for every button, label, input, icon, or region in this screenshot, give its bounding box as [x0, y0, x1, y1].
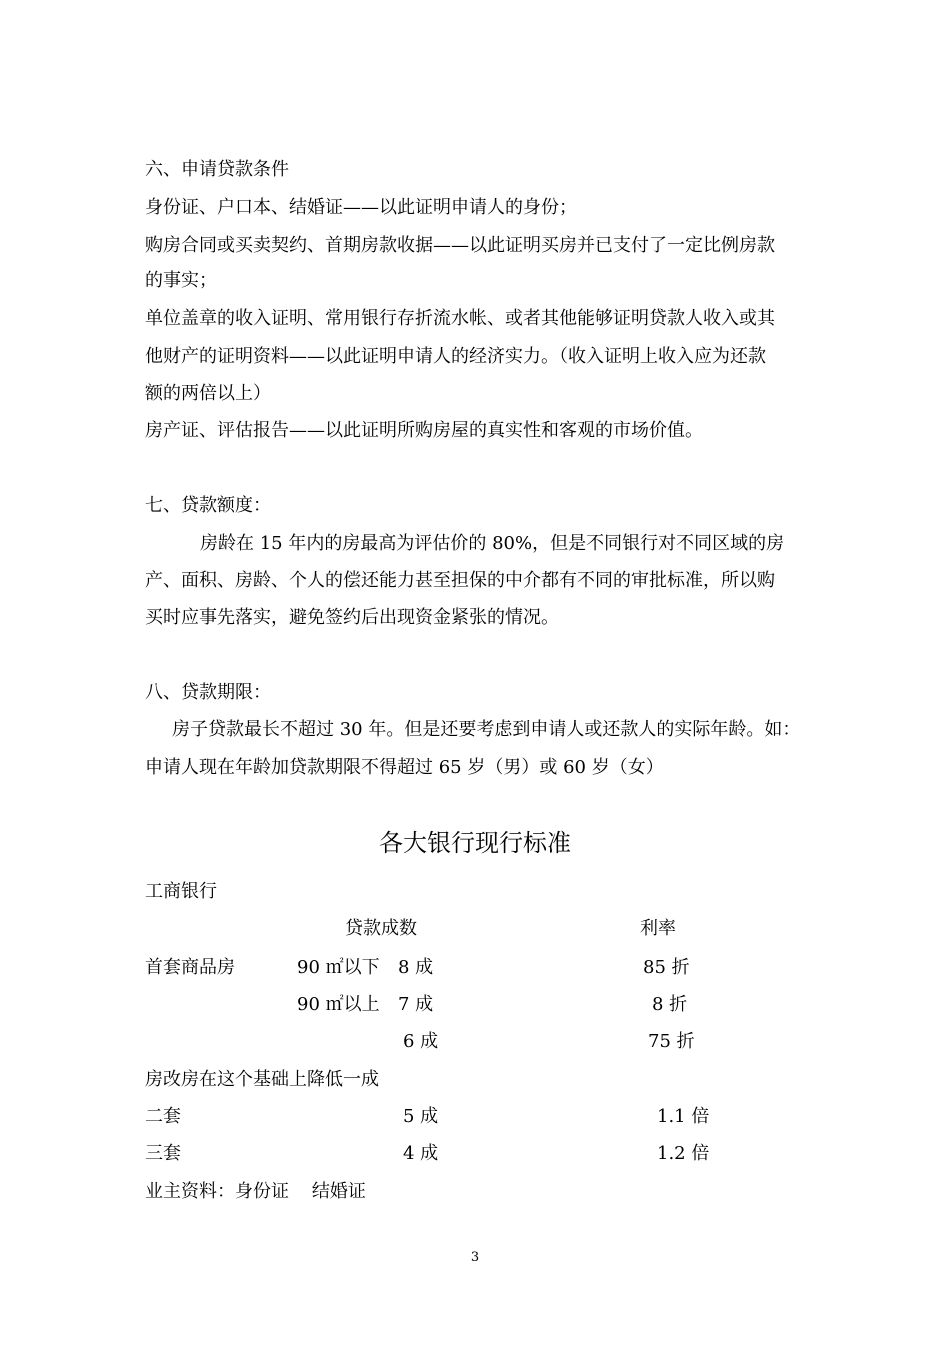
section-6-line-3: 的事实；: [145, 270, 217, 291]
row-1-area: 90 ㎡以下: [297, 957, 380, 978]
section-6-heading: 六、申请贷款条件: [145, 159, 289, 180]
column-header-rate: 利率: [640, 918, 676, 939]
section-6-line-5: 他财产的证明资料——以此证明申请人的经济实力。（收入证明上收入应为还款: [145, 346, 766, 367]
section-8-line-1: 房子贷款最长不超过 30 年。但是还要考虑到申请人或还款人的实际年龄。如：: [172, 719, 801, 740]
row-1-rate: 85 折: [643, 957, 690, 978]
section-7-line-1: 房龄在 15 年内的房最高为评估价的 80%，但是不同银行对不同区域的房: [200, 533, 785, 554]
section-8-heading: 八、贷款期限：: [145, 682, 271, 703]
row-3-rate: 75 折: [648, 1031, 695, 1052]
row-2-rate: 8 折: [652, 994, 688, 1015]
third-home-ratio: 4 成: [403, 1143, 439, 1164]
row-3-ratio: 6 成: [403, 1031, 439, 1052]
third-home-label: 三套: [145, 1143, 181, 1164]
row-1-ratio: 8 成: [398, 957, 434, 978]
second-home-label: 二套: [145, 1106, 181, 1127]
bank-name: 工商银行: [145, 881, 217, 902]
owner-documents: 业主资料：身份证 结婚证: [145, 1181, 366, 1202]
row-2-area: 90 ㎡以上: [297, 994, 380, 1015]
row-1-label: 首套商品房: [145, 957, 235, 978]
section-6-line-7: 房产证、评估报告——以此证明所购房屋的真实性和客观的市场价值。: [145, 420, 703, 441]
column-header-ratio: 贷款成数: [345, 918, 417, 939]
section-6-line-1: 身份证、户口本、结婚证——以此证明申请人的身份；: [145, 197, 577, 218]
section-6-line-4: 单位盖章的收入证明、常用银行存折流水帐、或者其他能够证明贷款人收入或其: [145, 308, 775, 329]
housing-reform-note: 房改房在这个基础上降低一成: [145, 1069, 379, 1090]
section-7-line-3: 买时应事先落实，避免签约后出现资金紧张的情况。: [145, 607, 559, 628]
third-home-rate: 1.2 倍: [657, 1143, 710, 1164]
row-2-ratio: 7 成: [398, 994, 434, 1015]
section-6-line-2: 购房合同或买卖契约、首期房款收据——以此证明买房并已支付了一定比例房款: [145, 235, 775, 256]
section-7-heading: 七、贷款额度：: [145, 495, 271, 516]
bank-standards-title: 各大银行现行标准: [379, 829, 571, 857]
page-number: 3: [470, 1250, 480, 1265]
second-home-ratio: 5 成: [403, 1106, 439, 1127]
section-7-line-2: 产、面积、房龄、个人的偿还能力甚至担保的中介都有不同的审批标准，所以购: [145, 570, 775, 591]
section-8-line-2: 申请人现在年龄加贷款期限不得超过 65 岁（男）或 60 岁（女）: [145, 757, 664, 778]
section-6-line-6: 额的两倍以上）: [145, 383, 271, 404]
second-home-rate: 1.1 倍: [657, 1106, 710, 1127]
